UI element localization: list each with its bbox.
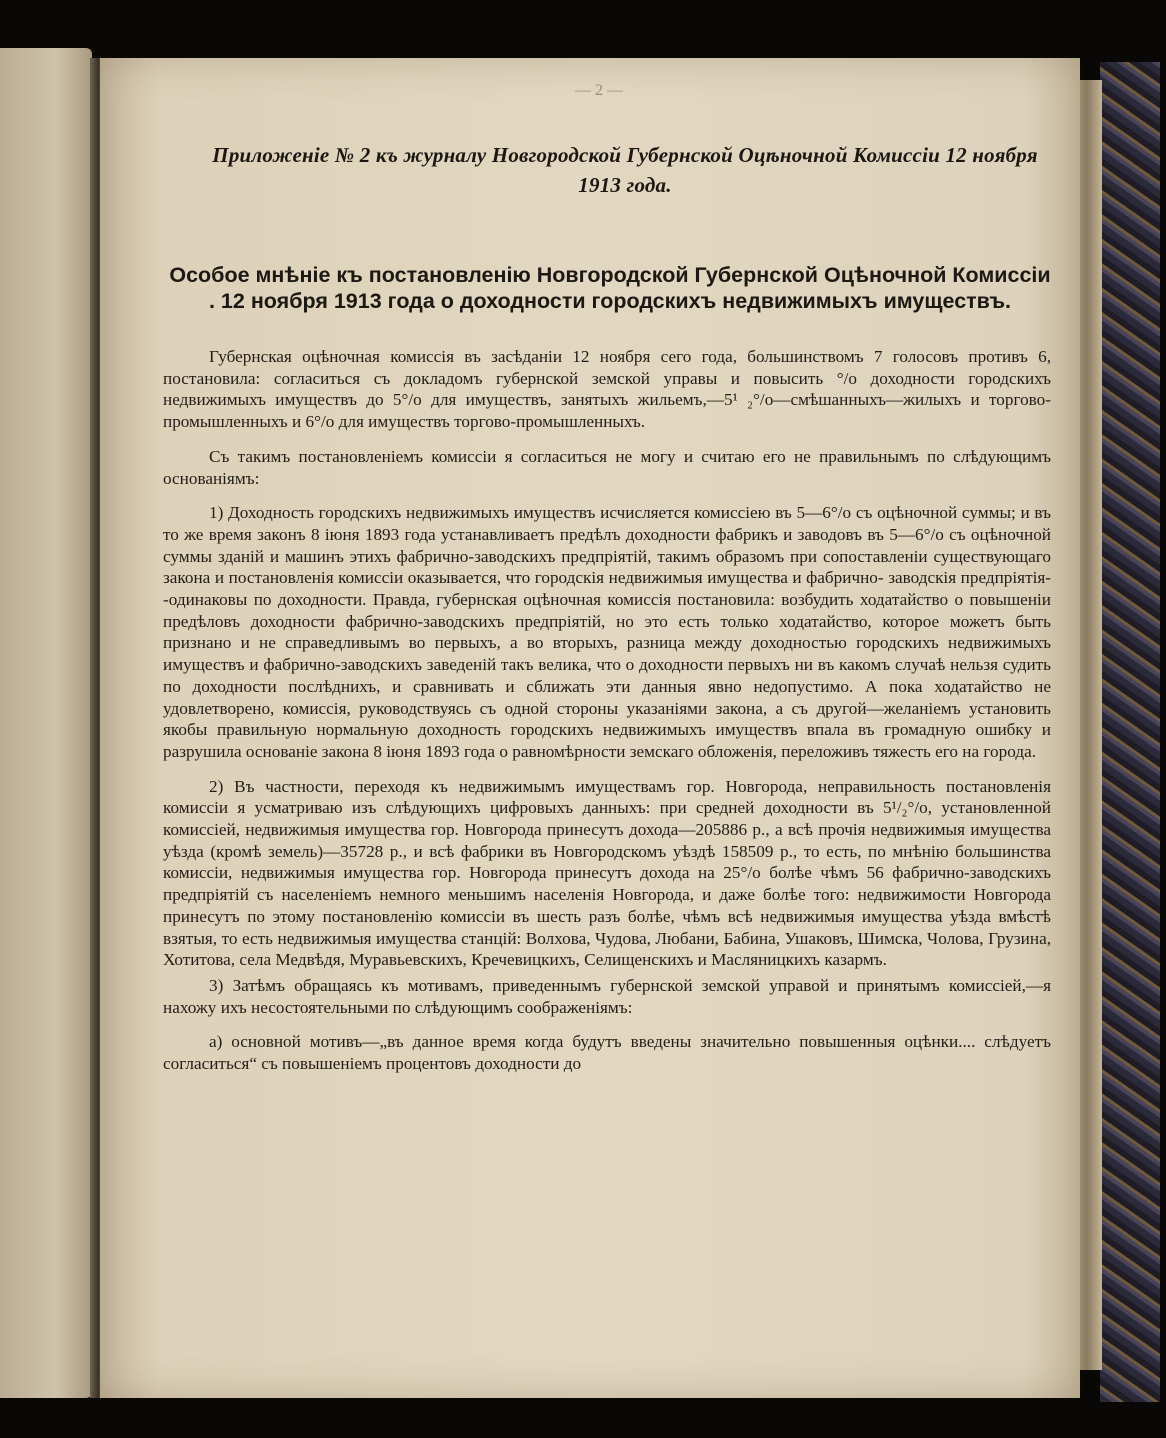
adjacent-page-edge — [0, 48, 92, 1398]
paragraph-point-2: 2) Въ частности, переходя къ недвижимымъ имуществамъ гор. Новгорода, неправильность постановленія комиссіи я усматриваю изъ слѣдующихъ цифровыхъ данныхъ: при средней доходности въ 5¹/₂°/о, установленной комиссіей, недвижимыя имущества гор. Новгорода принесутъ дохода—205886 р., а всѣ прочія недвижимыя имущества уѣзда (кромѣ земель)—35728 р., и всѣ фабрики въ Новгородскомъ уѣздѣ 158509 р., то есть, по мнѣнію большинства комиссіи, недвижимыя имущества гор. Новгорода принесутъ дохода на 25°/о болѣе чѣмъ 56 фабрично-заводскихъ предпріятій съ населеніемъ немного меньшимъ населенія Новгорода, и даже болѣе того: недвижимости Новгорода принесутъ по этому постановленію комиссіи въ шесть разъ болѣе, чѣмъ всѣ недвижимыя имущества уѣзда вмѣстѣ взятыя, то есть недвижимыя имущества станцій: Волхова, Чудова, Любани, Бабина, Ушаковъ, Шимска, Чолова, Грузина, Хотитова, села Медвѣдя, Муравьевскихъ, Кречевицкихъ, Селищенскихъ и Масляницкихъ казармъ. — [163, 776, 1051, 970]
opinion-title-line1: Особое мнѣніе къ постановленію Новгородской Губернской Оцѣночной Комиссіи — [169, 263, 1051, 287]
paragraph-point-3: 3) Затѣмъ обращаясь къ мотивамъ, приведеннымъ губернской земской управой и принятымъ комиссіей,—я нахожу ихъ несостоятельными по слѣдующимъ соображеніямъ: — [163, 975, 1051, 1017]
paragraph-disagreement: Съ такимъ постановленіемъ комиссіи я согласиться не могу и считаю его не правильнымъ по слѣдующимъ основаніямъ: — [163, 446, 1051, 488]
page-number: — 2 — — [575, 82, 623, 99]
book-cover-edge — [1100, 62, 1160, 1402]
appendix-heading: Приложеніе № 2 къ журналу Новгородской Губернской Оцѣночной Комиссіи 12 ноября 1913 года. — [212, 143, 1038, 197]
opinion-title-line2: . 12 ноября 1913 года о доходности городскихъ недвижимыхъ имуществъ. — [208, 289, 1012, 313]
paragraph-decision: Губернская оцѣночная комиссія въ засѣданіи 12 ноября сего года, большинствомъ 7 голосовъ противъ 6, постановила: согласиться съ докладомъ губернской земской управы и повысить °/о доходности городскихъ недвижимыхъ имуществъ до 5°/о для имуществъ, занятыхъ жильемъ,—5¹ ₂°/о—смѣшанныхъ—жилыхъ и торгово-промышленныхъ и 6°/о для имуществъ торгово-промышленныхъ. — [163, 347, 1051, 432]
paragraph-point-a: а) основной мотивъ—„въ данное время когда будутъ введены значительно повышенныя оцѣнки.... слѣдуетъ согласиться“ съ повышеніемъ процентовъ доходности до — [163, 1032, 1051, 1074]
paragraph-point-1: 1) Доходность городскихъ недвижимыхъ имуществъ исчисляется комиссіею въ 5—6°/о съ оцѣночной суммы; и въ то же время законъ 8 іюня 1893 года устанавливаетъ предѣлъ доходности фабрикъ и заводовъ въ 5—6°/о съ оцѣночной суммы зданій и машинъ этихъ фабрично-заводскихъ предпріятій, такимъ образомъ при сопоставленіи существующаго закона и постановленія комиссіи оказывается, что городскія недвижимыя имущества и фабрично- заводскія предпріятія--одинаковы по доходности. Правда, губернская оцѣночная комиссія постановила: возбудить ходатайство о повышеніи предѣловъ доходности фабрично-заводскихъ предпріятій, но это есть только ходатайство, которое можетъ быть признано и не справедливымъ во первыхъ, а во вторыхъ, разница между доходностью городскихъ недвижимыхъ имуществъ и фабрично-заводскихъ заведеній такъ велика, что о доходности первыхъ ни въ какомъ случаѣ нельзя судить по доходности послѣднихъ, и сравнивать и сближать эти данныя явно недопустимо. А пока ходатайство не удовлетворено, комиссія, руководствуясь съ одной стороны указаніями закона, а съ другой—желаніемъ установить якобы правильную нормальную доходность городскихъ недвижимыхъ имуществъ впала въ громадную ошибку и разрушила основаніе закона 8 іюня 1893 года о равномѣрности земскаго обложенія, переложивъ тяжесть его на города. — [163, 503, 1051, 761]
opinion-title — [155, 262, 1065, 314]
document-body — [163, 346, 1051, 1088]
